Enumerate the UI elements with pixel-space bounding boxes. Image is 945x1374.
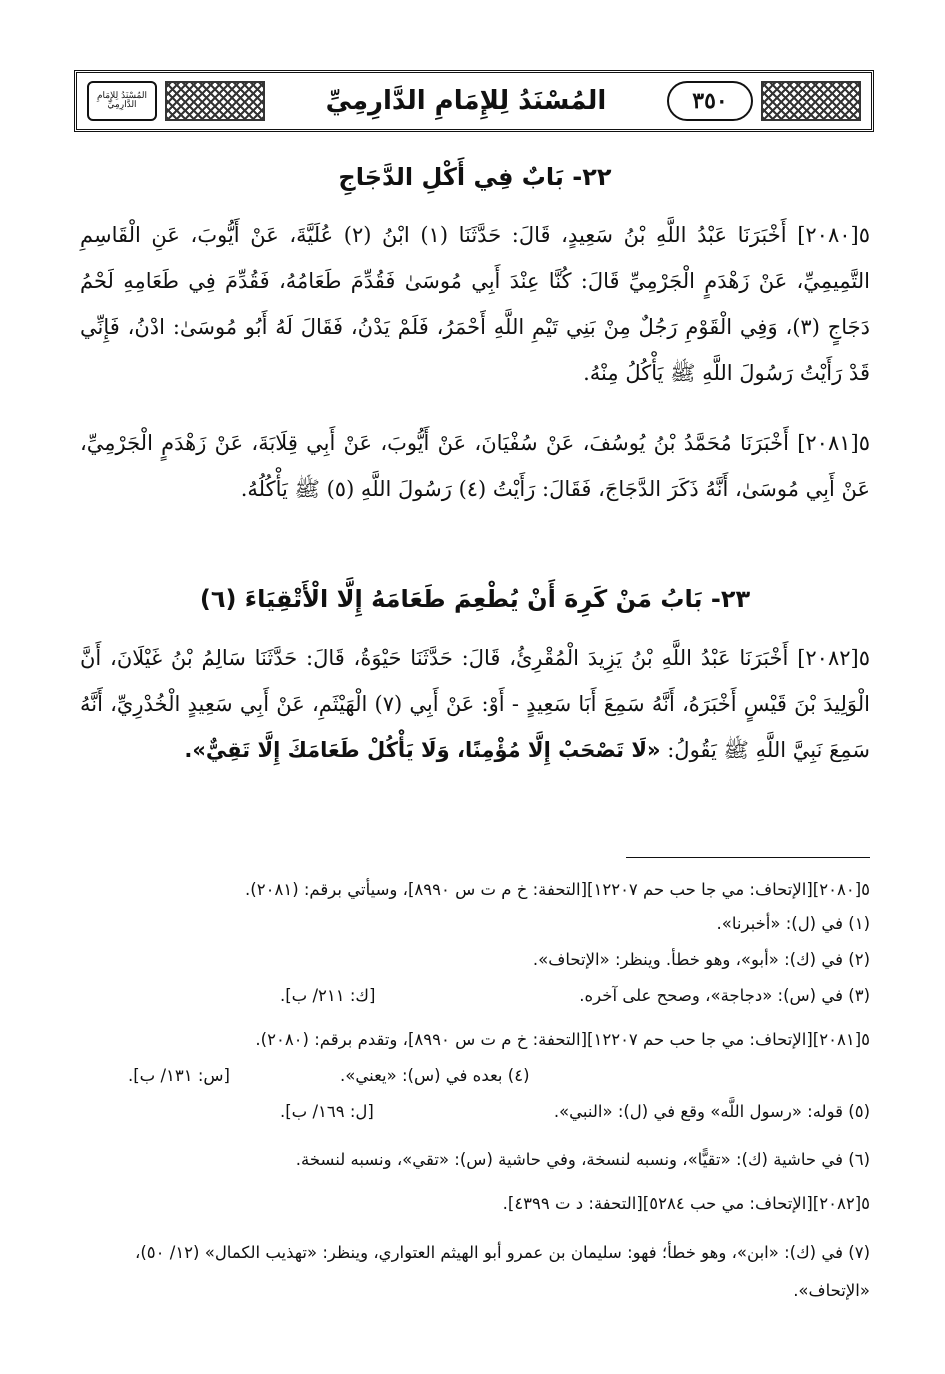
footnote-text: (٣) في (س): «دجاجة»، وصحح على آخره. (579, 986, 870, 1005)
footnote (80, 914, 870, 934)
seal-logo-text: المُسْنَدُ لِلإِمَامِ الدَّارِمِيِّ (96, 90, 148, 110)
running-header (74, 70, 874, 132)
footnote-text: ٥[٢٠٨١][الإتحاف: مي جا حب حم ١٢٢٠٧][التحفة: خ م ت س ٨٩٩٠]، وتقدم برقم: (٢٠٨٠). (255, 1030, 870, 1049)
hadith-paragraph (80, 420, 870, 512)
chapter-heading: ٢٣- بَابُ مَنْ كَرِهَ أَنْ يُطْعِمَ طَعَامَهُ إِلَّا الْأَتْقِيَاءَ (٦) (199, 585, 751, 613)
hadith-paragraph (80, 635, 870, 773)
footnote (80, 986, 870, 1006)
header-right-group (667, 81, 861, 121)
footnote (80, 880, 870, 900)
header-left-group (87, 81, 265, 121)
footnote-folio-ref: [ل: ١٦٩/ ب]. (280, 1102, 374, 1121)
ornament-left (165, 81, 265, 121)
running-title: المُسْنَدُ لِلإِمَامِ الدَّارِمِيِّ (325, 86, 607, 116)
footnote-separator (626, 857, 870, 858)
footnote-text: (٥) قوله: «رسول اللَّه» وقع في (ل): «النبي». (553, 1102, 870, 1121)
hadith-number: ٥[٢٠٨٢] (797, 646, 870, 670)
hadith-paragraph (80, 212, 870, 396)
hadith-text: أَخْبَرَنَا مُحَمَّدُ بْنُ يُوسُفَ، عَنْ سُفْيَانَ، عَنْ أَيُّوبَ، عَنْ أَبِي قِلَابَةَ، عَنْ زَهْدَمٍ الْجَرْمِيِّ، عَنْ أَبِي مُوسَىٰ، أَنَّهُ ذَكَرَ الدَّجَاجَ، فَقَالَ: رَأَيْتُ (٤) رَسُولَ اللَّهِ (٥) ﷺ يَأْكُلُهُ. (80, 431, 870, 501)
ornament-right (761, 81, 861, 121)
footnote-folio-ref: [س: ١٣١/ ب]. (127, 1066, 230, 1085)
hadith-text: أَخْبَرَنَا عَبْدُ اللَّهِ بْنُ يَزِيدَ الْمُقْرِئُ، قَالَ: حَدَّثَنَا حَيْوَةُ، قَالَ: حَدَّثَنَا سَالِمُ بْنُ غَيْلَانَ، أَنَّ الْوَلِيدَ بْنَ قَيْسٍ أَخْبَرَهُ، أَنَّهُ سَمِعَ أَبَا سَعِيدٍ - أَوْ: عَنْ أَبِي (٧) الْهَيْثَمِ، عَنْ أَبِي سَعِيدٍ الْخُدْرِيِّ، أَنَّهُ سَمِعَ نَبِيَّ اللَّهِ ﷺ يَقُولُ: (80, 646, 871, 762)
footnote-text: ٥[٢٠٨٠][الإتحاف: مي جا حب حم ١٢٢٠٧][التحفة: خ م ت س ٨٩٩٠]، وسيأتي برقم: (٢٠٨١). (245, 880, 870, 899)
footnote (80, 1030, 870, 1050)
footnote-text: (٢) في (ك): «أبو»، وهو خطأ. وينظر: «الإتحاف». (532, 950, 870, 969)
footnote (80, 1234, 870, 1310)
page-number: ٣٥٠ (667, 81, 753, 121)
footnote (80, 1150, 870, 1170)
footnote-text: (١) في (ل): «أخبرنا». (716, 914, 870, 933)
footnote (80, 1194, 870, 1214)
hadith-number: ٥[٢٠٨١] (797, 431, 871, 455)
footnote-text: (٦) في حاشية (ك): «تقيًّا»، ونسبه لنسخة، وفي حاشية (س): «تقي»، ونسبه لنسخة. (295, 1150, 870, 1169)
footnote (80, 1102, 870, 1122)
footnote-text: (٧) في (ك): «ابن»، وهو خطأ؛ فهو: سليمان بن عمرو أبو الهيثم العتواري، وينظر: «تهذيب الكمال» (١٢/ ٥٠)، «الإتحاف». (135, 1243, 870, 1300)
hadith-text: أَخْبَرَنَا عَبْدُ اللَّهِ بْنُ سَعِيدٍ، قَالَ: حَدَّثَنَا (١) ابْنُ (٢) عُلَيَّةَ، عَنْ أَيُّوبَ، عَنِ الْقَاسِمِ التَّمِيمِيِّ، عَنْ زَهْدَمٍ الْجَرْمِيِّ قَالَ: كُنَّا عِنْدَ أَبِي مُوسَىٰ فَقُدِّمَ طَعَامُهُ، فَقُدِّمَ فِي طَعَامِهِ لَحْمُ دَجَاجٍ (٣)، وَفِي الْقَوْمِ رَجُلٌ مِنْ بَنِي تَيْمِ اللَّهِ أَحْمَرُ، فَلَمْ يَدْنُ، فَقَالَ لَهُ أَبُو مُوسَىٰ: ادْنُ، فَإِنِّي قَدْ رَأَيْتُ رَسُولَ اللَّهِ ﷺ يَأْكُلُ مِنْهُ. (80, 223, 871, 385)
footnote-text: ٥[٢٠٨٢][الإتحاف: مي حب ٥٢٨٤][التحفة: د ت ٤٣٩٩]. (502, 1194, 870, 1213)
chapter-heading: ٢٢- بَابٌ فِي أَكْلِ الدَّجَاجِ (338, 163, 612, 191)
hadith-quote: «لَا تَصْحَبْ إِلَّا مُؤْمِنًا، وَلَا يَأْكُلْ طَعَامَكَ إِلَّا تَقِيٌّ». (184, 738, 661, 762)
footnote (80, 1066, 870, 1086)
footnote (80, 950, 870, 970)
hadith-number: ٥[٢٠٨٠] (797, 223, 870, 247)
footnote-text: (٤) بعده في (س): «يعني». (340, 1066, 530, 1085)
seal-logo (87, 81, 157, 121)
footnote-folio-ref: [ك: ٢١١/ ب]. (280, 986, 376, 1005)
